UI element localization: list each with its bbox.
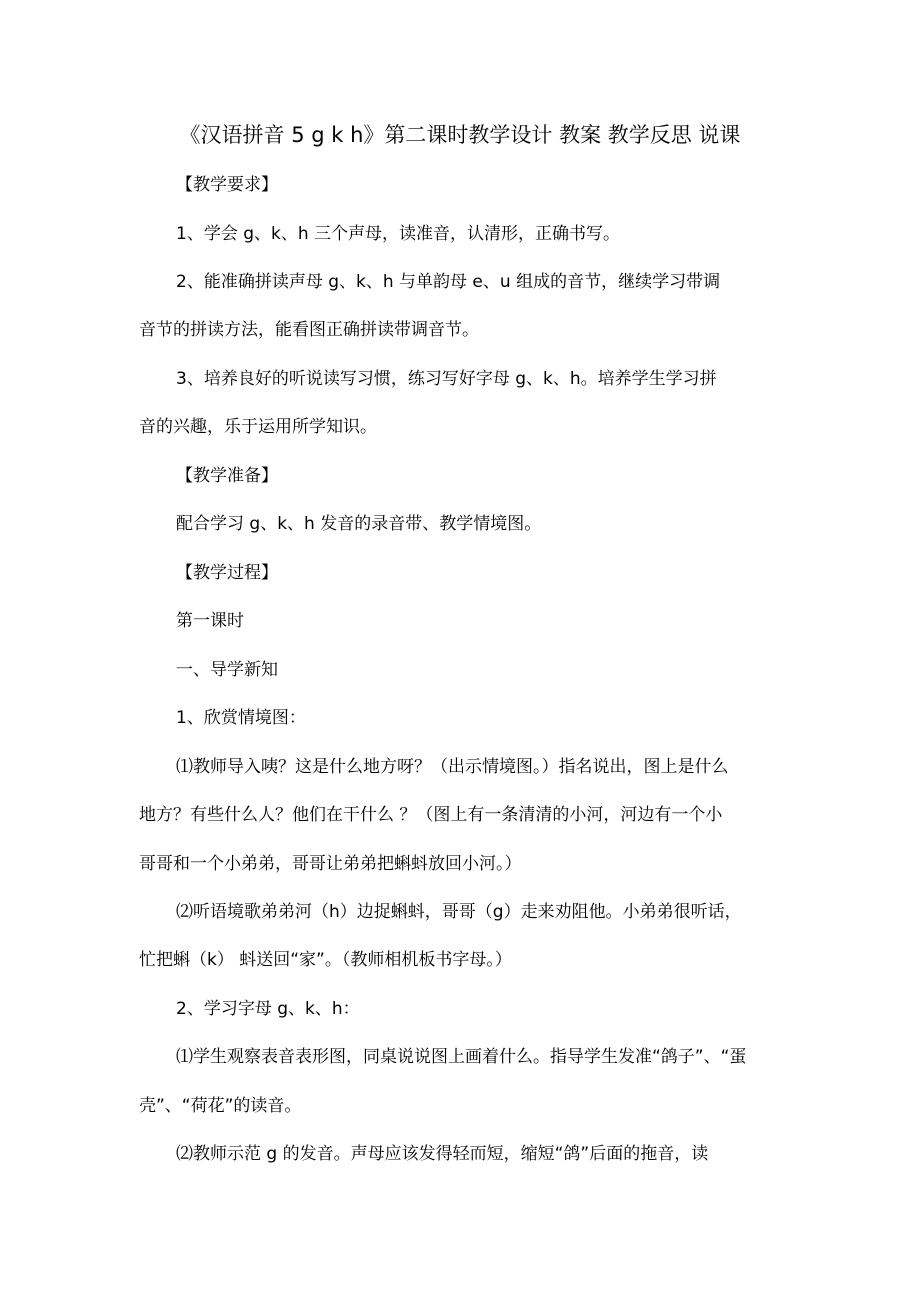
paragraph-line: 音节的拼读方法，能看图正确拼读带调音节。: [139, 320, 479, 340]
paragraph-line: ⑴教师导入咦？这是什么地方呀？（出示情境图。）指名说出，图上是什么: [176, 757, 729, 777]
paragraph-line: 忙把蝌（k） 蚪送回“家”。（教师相机板书字母。）: [139, 950, 512, 970]
paragraph-line: 地方？有些什么人？他们在干什么 ？（图上有一条清清的小河，河边有一个小: [139, 805, 723, 825]
subheading-first-lesson: 第一课时: [176, 611, 244, 631]
paragraph-line: ⑵教师示范 g 的发音。声母应该发得轻而短，缩短“鸽”后面的拖音，读: [176, 1144, 709, 1164]
document-title: 《汉语拼音 5 g k h》第二课时教学设计 教案 教学反思 说课: [179, 123, 741, 147]
paragraph-line: ⑴学生观察表音表形图，同桌说说图上画着什么。指导学生发准“鸽子”、“蛋: [176, 1047, 747, 1067]
paragraph-line: ⑵听语境歌弟弟河（h）边捉蝌蚪，哥哥（g）走来劝阻他。小弟弟很听话，: [176, 902, 742, 922]
paragraph-line: 1、学会 g、k、h 三个声母，读准音，认清形，正确书写。: [176, 224, 621, 244]
paragraph-line: 2、学习字母 g、k、h：: [176, 999, 360, 1019]
paragraph-line: 配合学习 g、k、h 发音的录音带、教学情境图。: [176, 514, 542, 534]
heading-teaching-process: 【教学过程】: [176, 563, 278, 583]
paragraph-line: 2、能准确拼读声母 g、k、h 与单韵母 e、u 组成的音节，继续学习带调: [176, 272, 721, 292]
paragraph-line: 壳”、“荷花”的读音。: [139, 1096, 302, 1116]
paragraph-line: 3、培养良好的听说读写习惯，练习写好字母 g、k、h。培养学生学习拼: [176, 369, 717, 389]
heading-teaching-requirements: 【教学要求】: [176, 175, 278, 195]
subheading-section-one: 一、导学新知: [176, 660, 278, 680]
paragraph-line: 音的兴趣，乐于运用所学知识。: [139, 417, 377, 437]
paragraph-line: 哥哥和一个小弟弟，哥哥让弟弟把蝌蚪放回小河。）: [139, 854, 522, 874]
paragraph-line: 1、欣赏情境图：: [176, 708, 306, 728]
heading-teaching-preparation: 【教学准备】: [176, 466, 278, 486]
